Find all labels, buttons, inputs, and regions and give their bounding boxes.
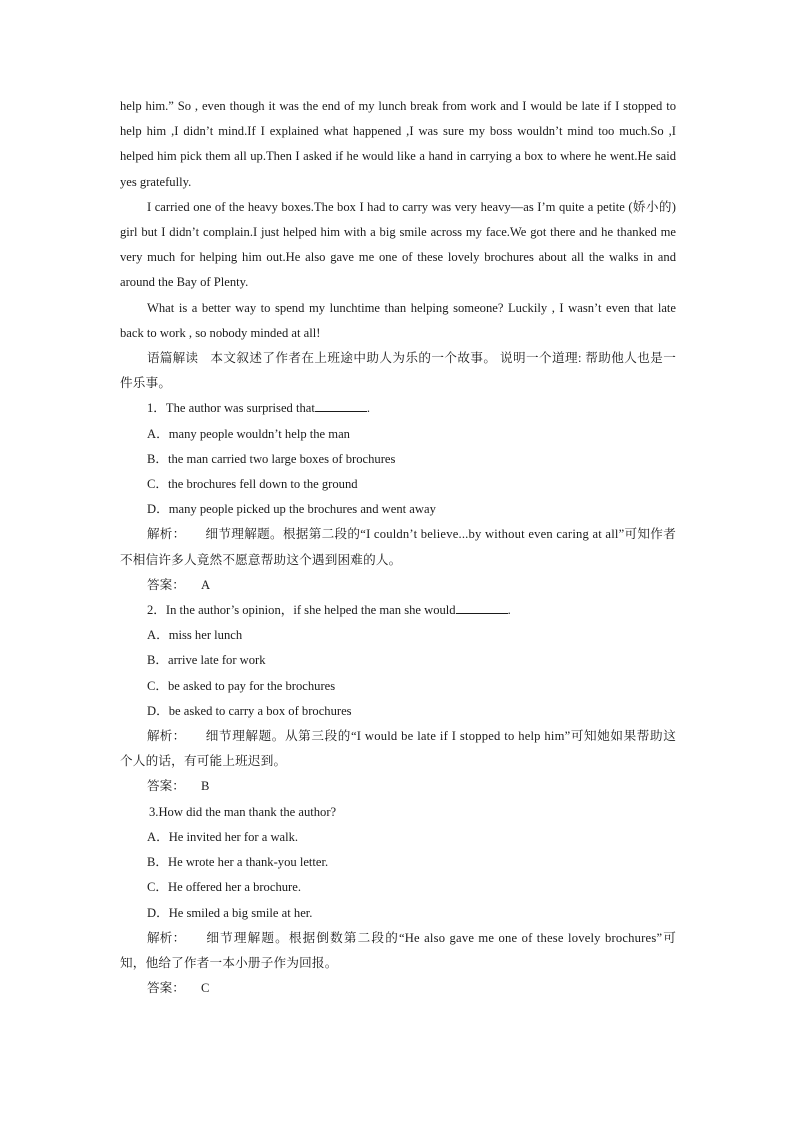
question-2-option-b: B．arrive late for work xyxy=(147,653,266,668)
question-2-stem: 2．In the author’s opinion，if she helped the man she would . xyxy=(120,598,676,623)
question-3-answer: 答案： C xyxy=(147,981,210,996)
passage-paragraph-3: What is a better way to spend my lunchtime than helping someone? Luckily , I wasn’t even that late back to work , so nobody minded at all! xyxy=(120,300,676,340)
document-page xyxy=(120,94,676,1001)
passage-summary xyxy=(120,346,676,396)
question-1-option-a: A．many people wouldn’t help the man xyxy=(147,426,350,441)
answer-blank xyxy=(456,599,508,614)
question-2-option-d: D．be asked to carry a box of brochures xyxy=(147,703,352,718)
summary-text: 本文叙述了作者在上班途中助人为乐的一个故事。 说明一个道理: 帮助他人也是一件乐事。 xyxy=(120,351,676,391)
question-2-option-a: A．miss her lunch xyxy=(147,628,243,643)
question-1-explanation: 解析： 细节理解题。根据第二段的“I couldn’t believe...by without even caring at all”可知作者不相信许多人竟然不愿意帮助这个遇到困难的人。 xyxy=(120,527,676,567)
question-2-answer: 答案： B xyxy=(147,779,210,794)
question-3-option-c: C．He offered her a brochure. xyxy=(147,880,301,895)
summary-label: 语篇解读 xyxy=(147,351,199,366)
question-3-option-d: D．He smiled a big smile at her. xyxy=(147,905,313,920)
question-1-option-c: C．the brochures fell down to the ground xyxy=(147,477,358,492)
question-1-answer: 答案： A xyxy=(147,577,211,592)
question-1-stem: 1．The author was surprised that . xyxy=(120,396,676,421)
answer-blank xyxy=(315,397,367,412)
question-3-option-b: B．He wrote her a thank-you letter. xyxy=(147,855,329,870)
question-1-option-b: B．the man carried two large boxes of brochures xyxy=(147,451,396,466)
question-3-explanation: 解析： 细节理解题。根据倒数第二段的“He also gave me one of these lovely brochures”可知，他给了作者一本小册子作为回报。 xyxy=(120,930,676,970)
question-2-option-c: C．be asked to pay for the brochures xyxy=(147,678,336,693)
passage-paragraph-2: I carried one of the heavy boxes.The box I had to carry was very heavy—as I’m quite a petite (娇小的) girl but I didn’t complain.I just helped him with a big smile across my face.We got there and he thanked me very much for helping him out.He also gave me one of these lovely brochures about all the walks in and around the Bay of Plenty. xyxy=(120,199,676,290)
question-3-option-a: A．He invited her for a walk. xyxy=(147,829,299,844)
passage-paragraph-1: help him.” So , even though it was the end of my lunch break from work and I would be late if I stopped to help him ,I didn’t mind.If I explained what happened ,I was sure my boss wouldn’t mind too much.So ,I helped him pick them all up.Then I asked if he would like a hand in carrying a box to where he went.He said yes gratefully. xyxy=(120,99,676,189)
question-1-option-d: D．many people picked up the brochures and went away xyxy=(147,502,436,517)
question-2-explanation: 解析： 细节理解题。从第三段的“I would be late if I stopped to help him”可知她如果帮助这个人的话，有可能上班迟到。 xyxy=(120,729,676,769)
question-3-stem: 3.How did the man thank the author? xyxy=(149,804,337,819)
